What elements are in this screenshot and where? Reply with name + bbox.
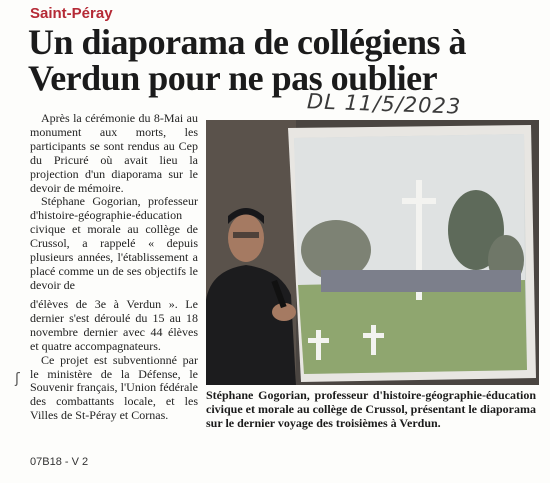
paragraph: d'élèves de 3e à Verdun ». Le dernier s'est déroulé du 15 au 18 novembre dernier avec 44 élèves et quatre accompagnateurs.	[30, 297, 198, 353]
paragraph: Après la cérémonie du 8-Mai au monument aux morts, les participants se sont rendus au Cep du Pricuré où avait lieu la projection d'un diaporama sur le devoir de mémoire.	[30, 111, 198, 195]
article-headline: Un diaporama de collégiens à Verdun pour ne pas oublier	[28, 22, 467, 98]
handwritten-date-note: DL 11/5/2023	[306, 89, 462, 119]
article-column-2	[30, 298, 198, 423]
paragraph: Stéphane Gogorian, professeur d'histoire-géographie-éducation civique et morale au collège de Crussol, a rappelé « depuis plusieurs années, l'établissement a placé comme un de ses objectifs le devoir de	[30, 194, 198, 292]
paragraph: Ce projet est subventionné par le ministère de la Défense, le Souvenir français, l'Union fédérale des combattants locale, et les Villes de St-Péray et Cornas.	[30, 352, 198, 423]
article-column-1	[30, 112, 198, 293]
photo-illustration	[206, 120, 539, 385]
page-reference: 07B18 - V 2	[30, 456, 89, 468]
section-rubric: Saint-Péray	[30, 5, 113, 22]
photo-caption: Stéphane Gogorian, professeur d'histoire-géographie-éducation civique et morale au collège de Crussol, présentant le diaporama sur le dernier voyage des troisièmes à Verdun.	[206, 388, 536, 431]
margin-mark: ʃ	[15, 371, 20, 387]
article-photo	[206, 120, 539, 385]
